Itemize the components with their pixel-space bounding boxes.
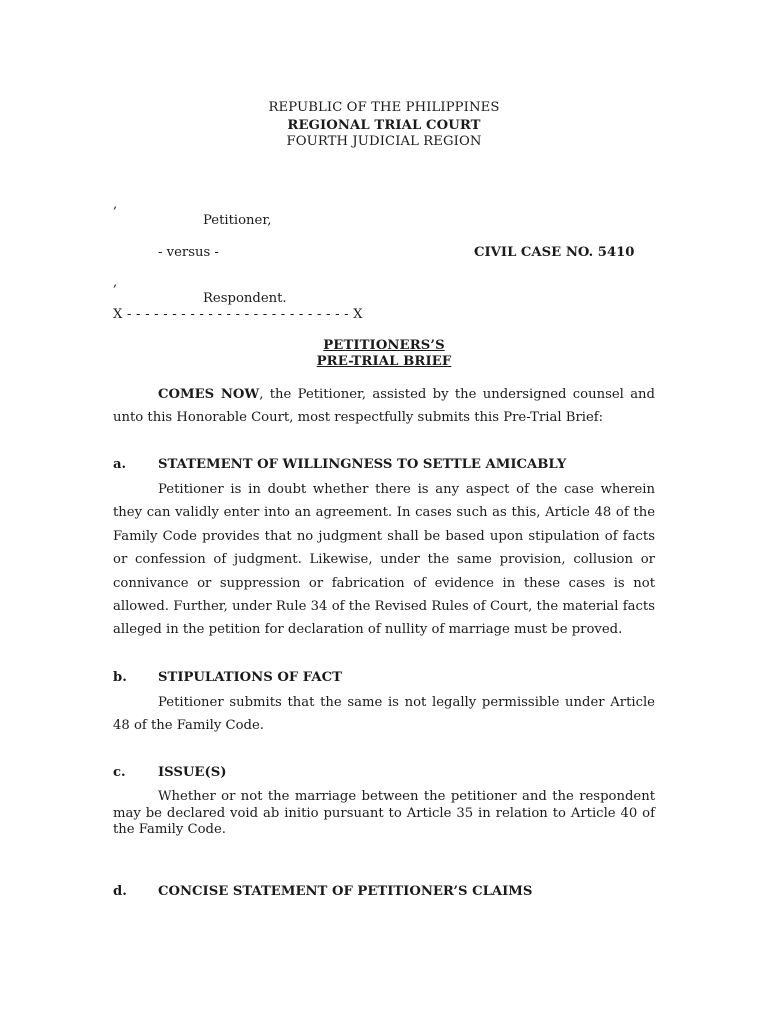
section-c-paragraph [113, 789, 655, 839]
versus-label: - versus - [158, 245, 219, 260]
intro-lead: COMES NOW [158, 387, 260, 402]
respondent-label: Respondent. [203, 291, 287, 306]
header-region: FOURTH JUDICIAL REGION [286, 134, 482, 149]
section-b-paragraph [113, 691, 655, 738]
section-c-letter: c. [113, 765, 126, 780]
header-republic: REPUBLIC OF THE PHILIPPINES [268, 100, 500, 115]
section-a-letter: a. [113, 457, 127, 472]
section-d-letter: d. [113, 884, 127, 899]
document-title-line2: PRE-TRIAL BRIEF [316, 354, 452, 369]
section-b-letter: b. [113, 670, 127, 685]
header-court: REGIONAL TRIAL COURT [287, 118, 481, 133]
document-title-line1: PETITIONERS’S [323, 338, 445, 353]
case-number: CIVIL CASE NO. 5410 [474, 245, 635, 260]
section-d-heading: CONCISE STATEMENT OF PETITIONER’S CLAIMS [158, 884, 533, 899]
intro-text: , the Petitioner, assisted by the undersigned counsel and unto this Honorable Court, most respectfully submits this Pre-Trial Brief: [113, 387, 655, 426]
petitioner-label: Petitioner, [203, 213, 272, 228]
caption-divider: X - - - - - - - - - - - - - - - - - - - - - - - - - X [113, 307, 363, 322]
section-a-heading: STATEMENT OF WILLINGNESS TO SETTLE AMICABLY [158, 457, 567, 472]
section-c-heading: ISSUE(S) [158, 765, 227, 780]
section-b-body: Petitioner submits that the same is not legally permissible under Article 48 of the Family Code. [113, 695, 655, 734]
section-b-heading: STIPULATIONS OF FACT [158, 670, 342, 685]
intro-paragraph [113, 383, 655, 430]
section-a-paragraph [113, 478, 655, 642]
petitioner-name-comma: , [113, 197, 118, 212]
respondent-name-comma: , [113, 275, 118, 290]
section-a-body: Petitioner is in doubt whether there is any aspect of the case wherein they can validly enter into an agreement. In cases such as this, Article 48 of the Family Code provides that no judgment shall be based upon stipulation of facts or confession of judgment. Likewise, under the same provision, collusion or connivance or suppression or fabrication of evidence in these cases is not allowed. Further, under Rule 34 of the Revised Rules of Court, the material facts alleged in the petition for declaration of nullity of marriage must be proved. [113, 482, 655, 638]
section-c-body: Whether or not the marriage between the petitioner and the respondent may be declared void ab initio pursuant to Article 35 in relation to Article 40 of the Family Code. [113, 789, 655, 837]
